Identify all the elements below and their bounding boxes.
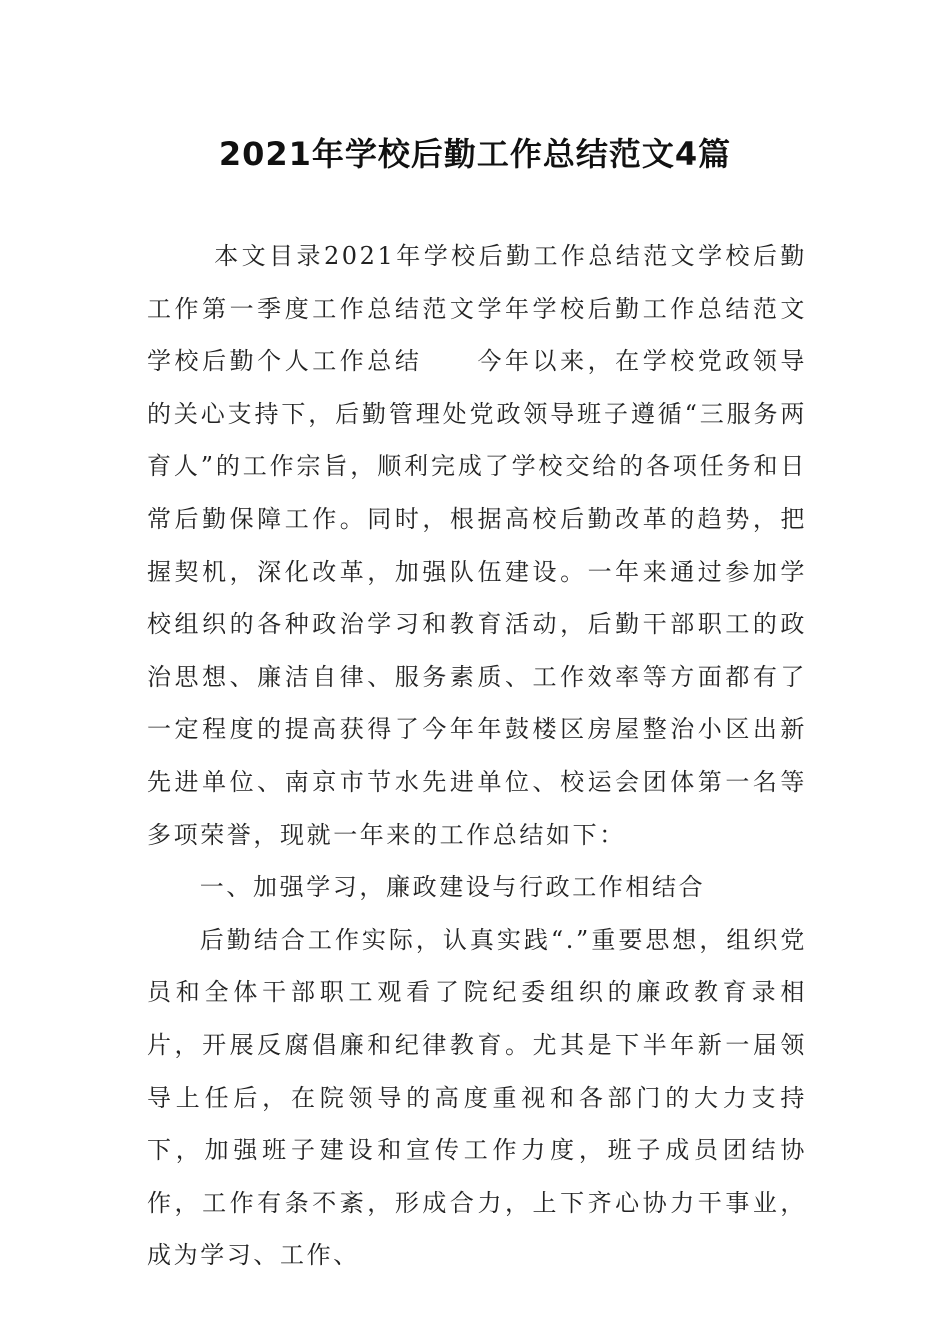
document-title: 2021年学校后勤工作总结范文4篇 [218, 135, 732, 173]
paragraph-section-1: 后勤结合工作实际，认真实践“.”重要思想，组织党员和全体干部职工观看了院纪委组织的廉政教育录相片，开展反腐倡廉和纪律教育。尤其是下半年新一届领导上任后，在院领导的高度重视和各部门的大力支持下，加强班子建设和宣传工作力度，班子成员团结协作，工作有条不紊，形成合力，上下齐心协力干事业，成为学习、工作、 [147, 925, 807, 1270]
section-heading-1: 一、加强学习，廉政建设与行政工作相结合 [199, 873, 706, 902]
document-body [147, 230, 807, 1282]
paragraph-intro: 本文目录2021年学校后勤工作总结范文学校后勤工作第一季度工作总结范文学年学校后勤工作总结范文学校后勤个人工作总结 今年以来，在学校党政领导的关心支持下，后勤管理处党政领导班子遵循“三服务两育人”的工作宗旨，顺利完成了学校交给的各项任务和日常后勤保障工作。同时，根据高校后勤改革的趋势，把握契机，深化改革，加强队伍建设。一年来通过参加学校组织的各种政治学习和教育活动，后勤干部职工的政治思想、廉洁自律、服务素质、工作效率等方面都有了一定程度的提高获得了今年年鼓楼区房屋整治小区出新先进单位、南京市节水先进单位、校运会团体第一名等多项荣誉，现就一年来的工作总结如下： [147, 242, 807, 849]
